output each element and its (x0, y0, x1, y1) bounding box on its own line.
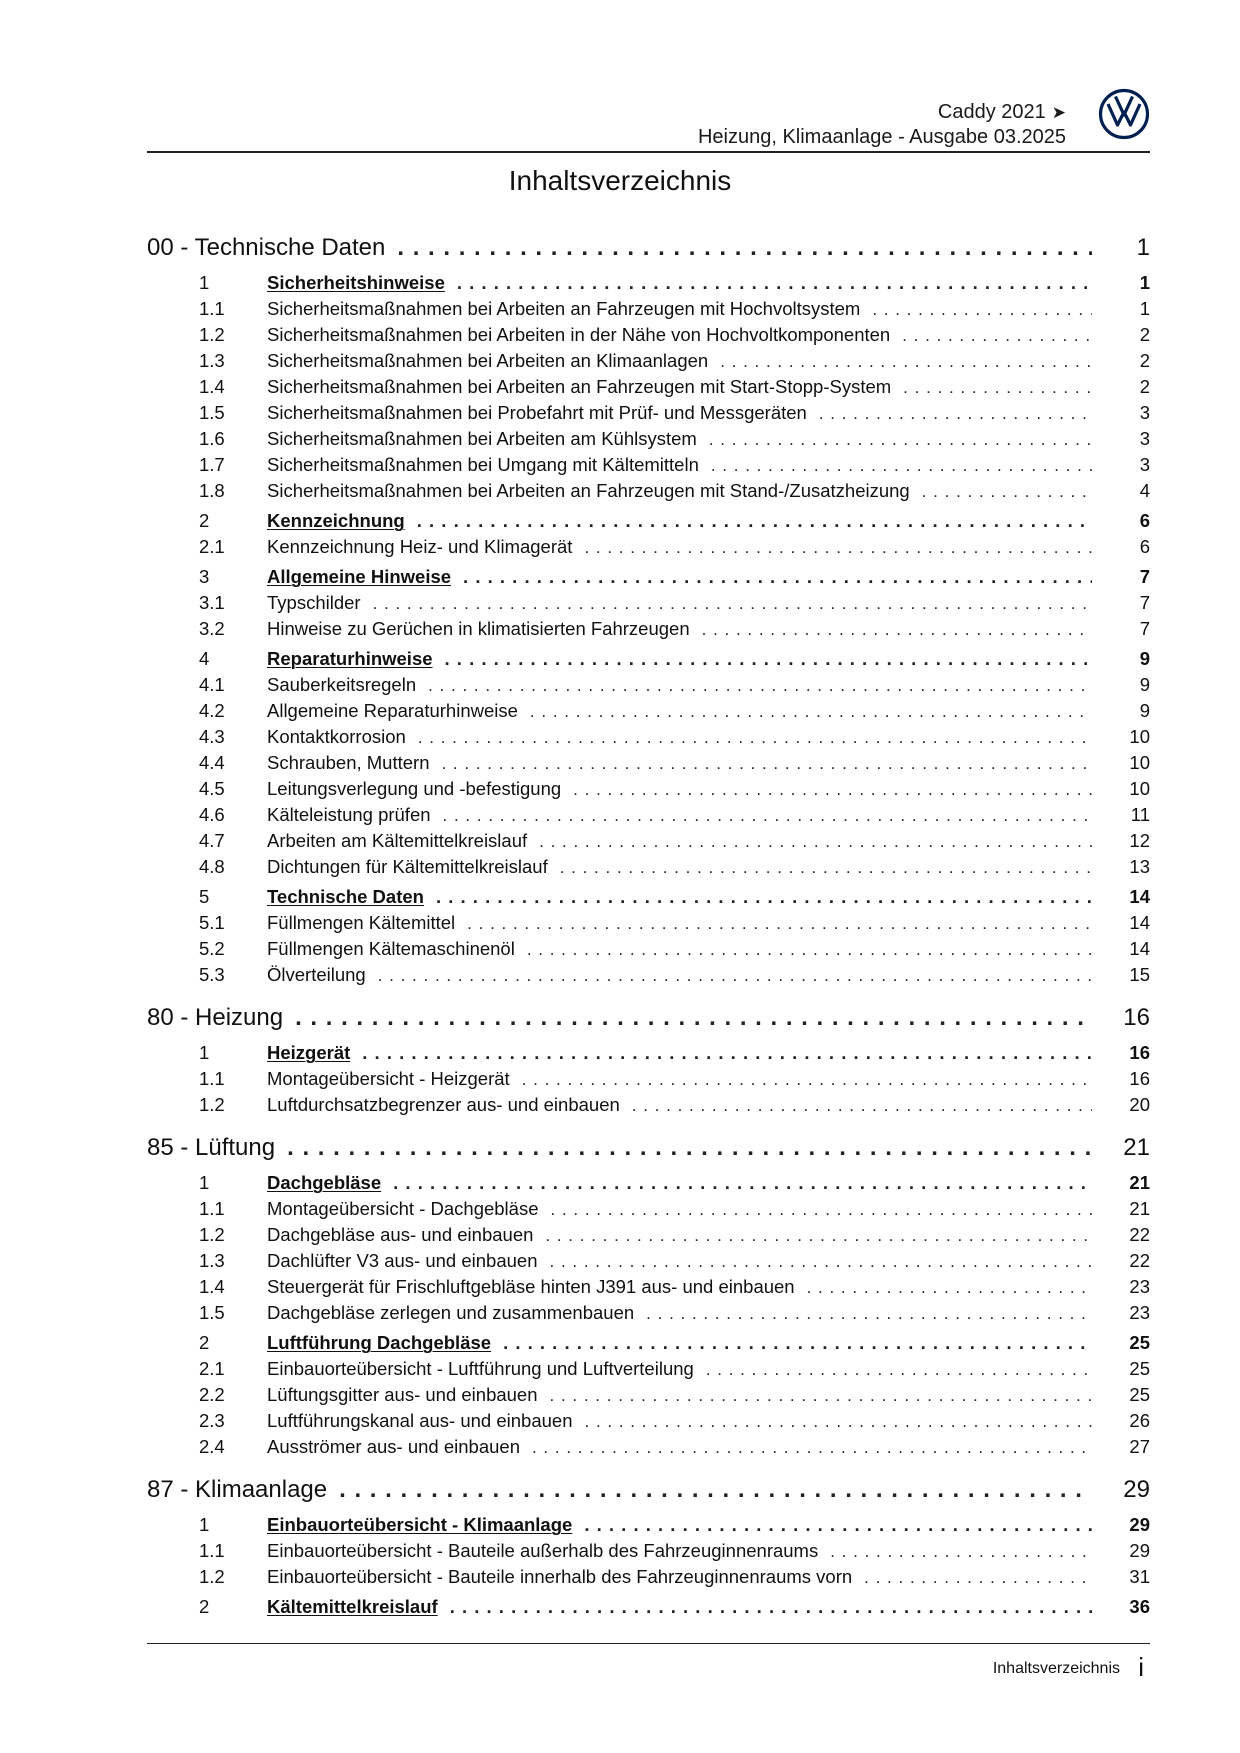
page-header (147, 96, 1150, 152)
toc-entry[interactable] (147, 804, 1150, 830)
toc-label: Sicherheitsmaßnahmen bei Arbeiten an Fahrzeugen mit Stand-/Zusatzheizung (267, 480, 910, 501)
toc-label: Allgemeine Hinweise (267, 566, 452, 587)
toc-leader-dots (339, 1476, 1092, 1504)
toc-label: Allgemeine Reparaturhinweise (267, 700, 518, 721)
toc-leader-dots (457, 272, 1092, 294)
toc-section[interactable] (147, 566, 1150, 592)
toc-number: 1.5 (199, 402, 225, 423)
toc-number: 2 (199, 1596, 210, 1617)
toc-entry[interactable] (147, 700, 1150, 726)
toc-number: 1.2 (199, 1094, 225, 1115)
toc-section[interactable] (147, 886, 1150, 912)
toc-page-number: 4 (1092, 480, 1150, 502)
toc-label: Füllmengen Kältemittel (267, 912, 456, 933)
header-text (698, 100, 1066, 149)
toc-number: 1.3 (199, 350, 225, 371)
toc-page-number: 2 (1092, 350, 1150, 372)
toc-entry[interactable] (147, 830, 1150, 856)
toc-leader-dots (450, 1596, 1092, 1618)
toc-number: 4.2 (199, 700, 225, 721)
toc-chapter[interactable] (147, 1476, 1150, 1510)
toc-leader-dots (872, 300, 1092, 320)
toc-number: 2.2 (199, 1384, 225, 1405)
toc-label: Sauberkeitsregeln (267, 674, 417, 695)
toc-entry[interactable] (147, 1358, 1150, 1384)
toc-entry[interactable] (147, 324, 1150, 350)
toc-chapter[interactable] (147, 234, 1150, 268)
toc-entry[interactable] (147, 1250, 1150, 1276)
toc-label: Einbauorteübersicht - Luftführung und Luftverteilung (267, 1358, 694, 1379)
toc-page-number: 7 (1092, 592, 1150, 614)
toc-page-number: 1 (1092, 298, 1150, 320)
toc-chapter[interactable] (147, 1134, 1150, 1168)
toc-page-number: 22 (1092, 1250, 1150, 1272)
toc-number: 3.2 (199, 618, 225, 639)
toc-entry[interactable] (147, 454, 1150, 480)
toc-leader-dots (711, 456, 1092, 476)
toc-label: Kälteleistung prüfen (267, 804, 431, 825)
toc-number: 4.5 (199, 778, 225, 799)
toc-section[interactable] (147, 272, 1150, 298)
toc-page-number: 15 (1092, 964, 1150, 986)
toc-label: Sicherheitsmaßnahmen bei Arbeiten in der Nähe von Hochvoltkomponenten (267, 324, 891, 345)
toc-section[interactable] (147, 1172, 1150, 1198)
header-divider (147, 151, 1150, 153)
toc-label: Einbauorteübersicht - Bauteile außerhalb des Fahrzeuginnenraums (267, 1540, 819, 1561)
toc-leader-dots (503, 1332, 1092, 1354)
toc-number: 1.2 (199, 324, 225, 345)
toc-number: 2 (199, 510, 210, 531)
toc-leader-dots (295, 1004, 1092, 1032)
toc-label: Dachlüfter V3 aus- und einbauen (267, 1250, 538, 1271)
toc-page-number: 16 (1092, 1068, 1150, 1090)
toc-page-number: 25 (1092, 1384, 1150, 1406)
toc-section[interactable] (147, 1332, 1150, 1358)
toc-leader-dots (550, 1252, 1093, 1272)
toc-page-number: 29 (1092, 1514, 1150, 1536)
toc-page-number: 7 (1092, 566, 1150, 588)
toc-page-number: 25 (1092, 1358, 1150, 1380)
toc-entry[interactable] (147, 1384, 1150, 1410)
toc-leader-dots (393, 1172, 1092, 1194)
toc-label: Heizgerät (267, 1042, 351, 1063)
toc-page-number: 11 (1092, 804, 1150, 826)
toc-label: 80 - Heizung (147, 1004, 284, 1031)
toc-page-number: 10 (1092, 726, 1150, 748)
toc-page-number: 2 (1092, 324, 1150, 346)
toc-page-number: 2 (1092, 376, 1150, 398)
toc-number: 1 (199, 1042, 210, 1063)
toc-number: 4.6 (199, 804, 225, 825)
table-of-contents (147, 232, 1150, 1622)
toc-label: 00 - Technische Daten (147, 234, 386, 261)
toc-number: 4.1 (199, 674, 225, 695)
toc-label: Hinweise zu Gerüchen in klimatisierten Fahrzeugen (267, 618, 690, 639)
toc-entry[interactable] (147, 1566, 1150, 1592)
toc-leader-dots (807, 1278, 1092, 1298)
toc-leader-dots (373, 594, 1092, 614)
toc-leader-dots (830, 1542, 1092, 1562)
toc-label: Sicherheitsmaßnahmen bei Arbeiten an Fahrzeugen mit Hochvoltsystem (267, 298, 861, 319)
toc-page-number: 26 (1092, 1410, 1150, 1432)
toc-number: 4.7 (199, 830, 225, 851)
page-title: Inhaltsverzeichnis (508, 165, 732, 196)
toc-page-number: 31 (1092, 1566, 1150, 1588)
toc-number: 1.2 (199, 1566, 225, 1587)
toc-label: Kennzeichnung Heiz- und Klimagerät (267, 536, 573, 557)
toc-leader-dots (585, 1412, 1093, 1432)
toc-leader-dots (539, 832, 1092, 852)
toc-label: Kontaktkorrosion (267, 726, 406, 747)
toc-label: Einbauorteübersicht - Klimaanlage (267, 1514, 573, 1535)
toc-number: 4.8 (199, 856, 225, 877)
footer-label: Inhaltsverzeichnis (992, 1660, 1120, 1677)
toc-leader-dots (287, 1134, 1092, 1162)
toc-number: 1.8 (199, 480, 225, 501)
toc-leader-dots (527, 940, 1092, 960)
toc-number: 3.1 (199, 592, 225, 613)
toc-number: 3 (199, 566, 210, 587)
toc-label: Arbeiten am Kältemittelkreislauf (267, 830, 528, 851)
vw-logo-icon (1098, 88, 1150, 140)
toc-leader-dots (646, 1304, 1092, 1324)
toc-section[interactable] (147, 1596, 1150, 1622)
toc-page-number: 23 (1092, 1276, 1150, 1298)
toc-leader-dots (632, 1096, 1092, 1116)
toc-page-number: 22 (1092, 1224, 1150, 1246)
toc-label: Ölverteilung (267, 964, 366, 985)
toc-number: 1.1 (199, 1068, 225, 1089)
toc-number: 1.5 (199, 1302, 225, 1323)
toc-page-number: 9 (1092, 674, 1150, 696)
toc-number: 5.2 (199, 938, 225, 959)
toc-page-number: 16 (1092, 1042, 1150, 1064)
toc-leader-dots (550, 1386, 1092, 1406)
toc-entry[interactable] (147, 350, 1150, 376)
toc-label: 85 - Lüftung (147, 1134, 276, 1161)
toc-page-number: 21 (1092, 1172, 1150, 1194)
footer-divider (147, 1643, 1150, 1644)
toc-page-number: 21 (1092, 1134, 1150, 1162)
toc-entry[interactable] (147, 856, 1150, 882)
toc-number: 1.1 (199, 298, 225, 319)
toc-number: 2.1 (199, 1358, 225, 1379)
toc-page-number: 7 (1092, 618, 1150, 640)
toc-leader-dots (903, 378, 1092, 398)
toc-number: 2.3 (199, 1410, 225, 1431)
toc-leader-dots (706, 1360, 1092, 1380)
toc-label: Sicherheitshinweise (267, 272, 445, 293)
toc-number: 5.1 (199, 912, 225, 933)
toc-page-number: 14 (1092, 938, 1150, 960)
toc-page-number: 23 (1092, 1302, 1150, 1324)
toc-number: 1.6 (199, 428, 225, 449)
toc-leader-dots (463, 566, 1092, 588)
toc-page-number: 1 (1092, 272, 1150, 294)
toc-label: Lüftungsgitter aus- und einbauen (267, 1384, 538, 1405)
toc-number: 1.4 (199, 1276, 225, 1297)
toc-section[interactable] (147, 510, 1150, 536)
toc-leader-dots (720, 352, 1092, 372)
toc-leader-dots (709, 430, 1092, 450)
toc-leader-dots (560, 858, 1092, 878)
toc-number: 2.1 (199, 536, 225, 557)
toc-leader-dots (545, 1226, 1092, 1246)
toc-label: Luftführungskanal aus- und einbauen (267, 1410, 573, 1431)
toc-page-number: 6 (1092, 536, 1150, 558)
toc-entry[interactable] (147, 298, 1150, 324)
toc-leader-dots (702, 620, 1092, 640)
toc-number: 1.1 (199, 1198, 225, 1219)
toc-entry[interactable] (147, 938, 1150, 964)
toc-page-number: 16 (1092, 1004, 1150, 1032)
toc-entry[interactable] (147, 1302, 1150, 1328)
toc-label: Luftführung Dachgebläse (267, 1332, 492, 1353)
toc-label: Kennzeichnung (267, 510, 405, 531)
toc-label: Reparaturhinweise (267, 648, 433, 669)
toc-leader-dots (584, 538, 1092, 558)
toc-label: Einbauorteübersicht - Bauteile innerhalb des Fahrzeuginnenraums vorn (267, 1566, 853, 1587)
toc-page-number: 10 (1092, 778, 1150, 800)
toc-page-number: 14 (1092, 912, 1150, 934)
toc-page-number: 10 (1092, 752, 1150, 774)
toc-label: Sicherheitsmaßnahmen bei Probefahrt mit Prüf- und Messgeräten (267, 402, 807, 423)
toc-leader-dots (467, 914, 1092, 934)
toc-number: 2 (199, 1332, 210, 1353)
toc-entry[interactable] (147, 1224, 1150, 1250)
toc-page-number: 29 (1092, 1540, 1150, 1562)
toc-entry[interactable] (147, 1276, 1150, 1302)
toc-entry[interactable] (147, 778, 1150, 804)
toc-entry[interactable] (147, 1410, 1150, 1436)
toc-number: 1.3 (199, 1250, 225, 1271)
toc-entry[interactable] (147, 376, 1150, 402)
toc-leader-dots (902, 326, 1092, 346)
toc-number: 5.3 (199, 964, 225, 985)
header-subtitle: Heizung, Klimaanlage - Ausgabe 03.2025 (697, 126, 1066, 148)
toc-entry[interactable] (147, 964, 1150, 990)
toc-leader-dots (532, 1438, 1092, 1458)
toc-page-number: 36 (1092, 1596, 1150, 1618)
toc-section[interactable] (147, 1042, 1150, 1068)
toc-number: 1 (199, 1514, 210, 1535)
footer-page-number: i (1138, 1652, 1144, 1682)
toc-leader-dots (573, 780, 1092, 800)
toc-leader-dots (530, 702, 1092, 722)
toc-number: 5 (199, 886, 210, 907)
toc-leader-dots (362, 1042, 1092, 1064)
toc-label: Dachgebläse (267, 1172, 382, 1193)
toc-label: Technische Daten (267, 886, 424, 907)
toc-page-number: 3 (1092, 428, 1150, 450)
toc-number: 1 (199, 272, 210, 293)
toc-leader-dots (522, 1070, 1092, 1090)
toc-label: Sicherheitsmaßnahmen bei Arbeiten an Klimaanlagen (267, 350, 709, 371)
toc-page-number: 25 (1092, 1332, 1150, 1354)
toc-label: Luftdurchsatzbegrenzer aus- und einbauen (267, 1094, 620, 1115)
toc-label: Kältemittelkreislauf (267, 1596, 438, 1617)
toc-page-number: 6 (1092, 510, 1150, 532)
toc-number: 2.4 (199, 1436, 225, 1457)
toc-label: Sicherheitsmaßnahmen bei Arbeiten am Kühlsystem (267, 428, 697, 449)
toc-chapter[interactable] (147, 1004, 1150, 1038)
toc-entry[interactable] (147, 726, 1150, 752)
toc-label: Dachgebläse zerlegen und zusammenbauen (267, 1302, 635, 1323)
toc-page-number: 21 (1092, 1198, 1150, 1220)
toc-page-number: 9 (1092, 700, 1150, 722)
toc-page-number: 3 (1092, 454, 1150, 476)
toc-page-number: 3 (1092, 402, 1150, 424)
toc-number: 4.4 (199, 752, 225, 773)
toc-number: 1.4 (199, 376, 225, 397)
toc-page-number: 9 (1092, 648, 1150, 670)
toc-label: Schrauben, Muttern (267, 752, 430, 773)
toc-entry[interactable] (147, 592, 1150, 618)
toc-label: Ausströmer aus- und einbauen (267, 1436, 520, 1457)
toc-section[interactable] (147, 1514, 1150, 1540)
toc-leader-dots (584, 1514, 1092, 1536)
toc-entry[interactable] (147, 674, 1150, 700)
toc-section[interactable] (147, 648, 1150, 674)
toc-leader-dots (436, 886, 1092, 908)
toc-entry[interactable] (147, 1068, 1150, 1094)
toc-leader-dots (922, 482, 1092, 502)
toc-leader-dots (378, 966, 1092, 986)
toc-entry[interactable] (147, 1436, 1150, 1462)
toc-leader-dots (864, 1568, 1092, 1588)
toc-page-number: 1 (1092, 234, 1150, 262)
toc-entry[interactable] (147, 1198, 1150, 1224)
header-model: Caddy 2021 (937, 101, 1046, 123)
toc-number: 1 (199, 1172, 210, 1193)
arrow-right-icon: ➤ (1051, 103, 1066, 122)
toc-entry[interactable] (147, 1094, 1150, 1120)
toc-leader-dots (443, 806, 1092, 826)
toc-label: Sicherheitsmaßnahmen bei Umgang mit Kältemitteln (267, 454, 699, 475)
toc-label: Füllmengen Kältemaschinenöl (267, 938, 515, 959)
toc-label: Typschilder (267, 592, 361, 613)
toc-leader-dots (445, 648, 1092, 670)
toc-label: Montageübersicht - Dachgebläse (267, 1198, 539, 1219)
toc-page-number: 13 (1092, 856, 1150, 878)
toc-leader-dots (819, 404, 1092, 424)
toc-entry[interactable] (147, 618, 1150, 644)
toc-page-number: 27 (1092, 1436, 1150, 1458)
toc-leader-dots (418, 728, 1092, 748)
toc-entry[interactable] (147, 428, 1150, 454)
toc-number: 4.3 (199, 726, 225, 747)
toc-number: 1.1 (199, 1540, 225, 1561)
toc-page-number: 12 (1092, 830, 1150, 852)
toc-entry[interactable] (147, 912, 1150, 938)
toc-label: Montageübersicht - Heizgerät (267, 1068, 510, 1089)
toc-label: 87 - Klimaanlage (147, 1476, 328, 1503)
toc-page-number: 29 (1092, 1476, 1150, 1504)
toc-entry[interactable] (147, 536, 1150, 562)
toc-label: Sicherheitsmaßnahmen bei Arbeiten an Fahrzeugen mit Start-Stopp-System (267, 376, 892, 397)
toc-label: Dachgebläse aus- und einbauen (267, 1224, 534, 1245)
toc-entry[interactable] (147, 402, 1150, 428)
toc-entry[interactable] (147, 752, 1150, 778)
toc-leader-dots (551, 1200, 1093, 1220)
toc-leader-dots (441, 754, 1092, 774)
toc-leader-dots (428, 676, 1092, 696)
toc-number: 1.2 (199, 1224, 225, 1245)
toc-label: Steuergerät für Frischluftgebläse hinten J391 aus- und einbauen (267, 1276, 795, 1297)
toc-label: Dichtungen für Kältemittelkreislauf (267, 856, 548, 877)
toc-page-number: 14 (1092, 886, 1150, 908)
toc-number: 4 (199, 648, 210, 669)
toc-page-number: 20 (1092, 1094, 1150, 1116)
toc-leader-dots (417, 510, 1092, 532)
toc-entry[interactable] (147, 480, 1150, 506)
toc-leader-dots (397, 234, 1092, 262)
toc-entry[interactable] (147, 1540, 1150, 1566)
toc-number: 1.7 (199, 454, 225, 475)
toc-label: Leitungsverlegung und -befestigung (267, 778, 562, 799)
